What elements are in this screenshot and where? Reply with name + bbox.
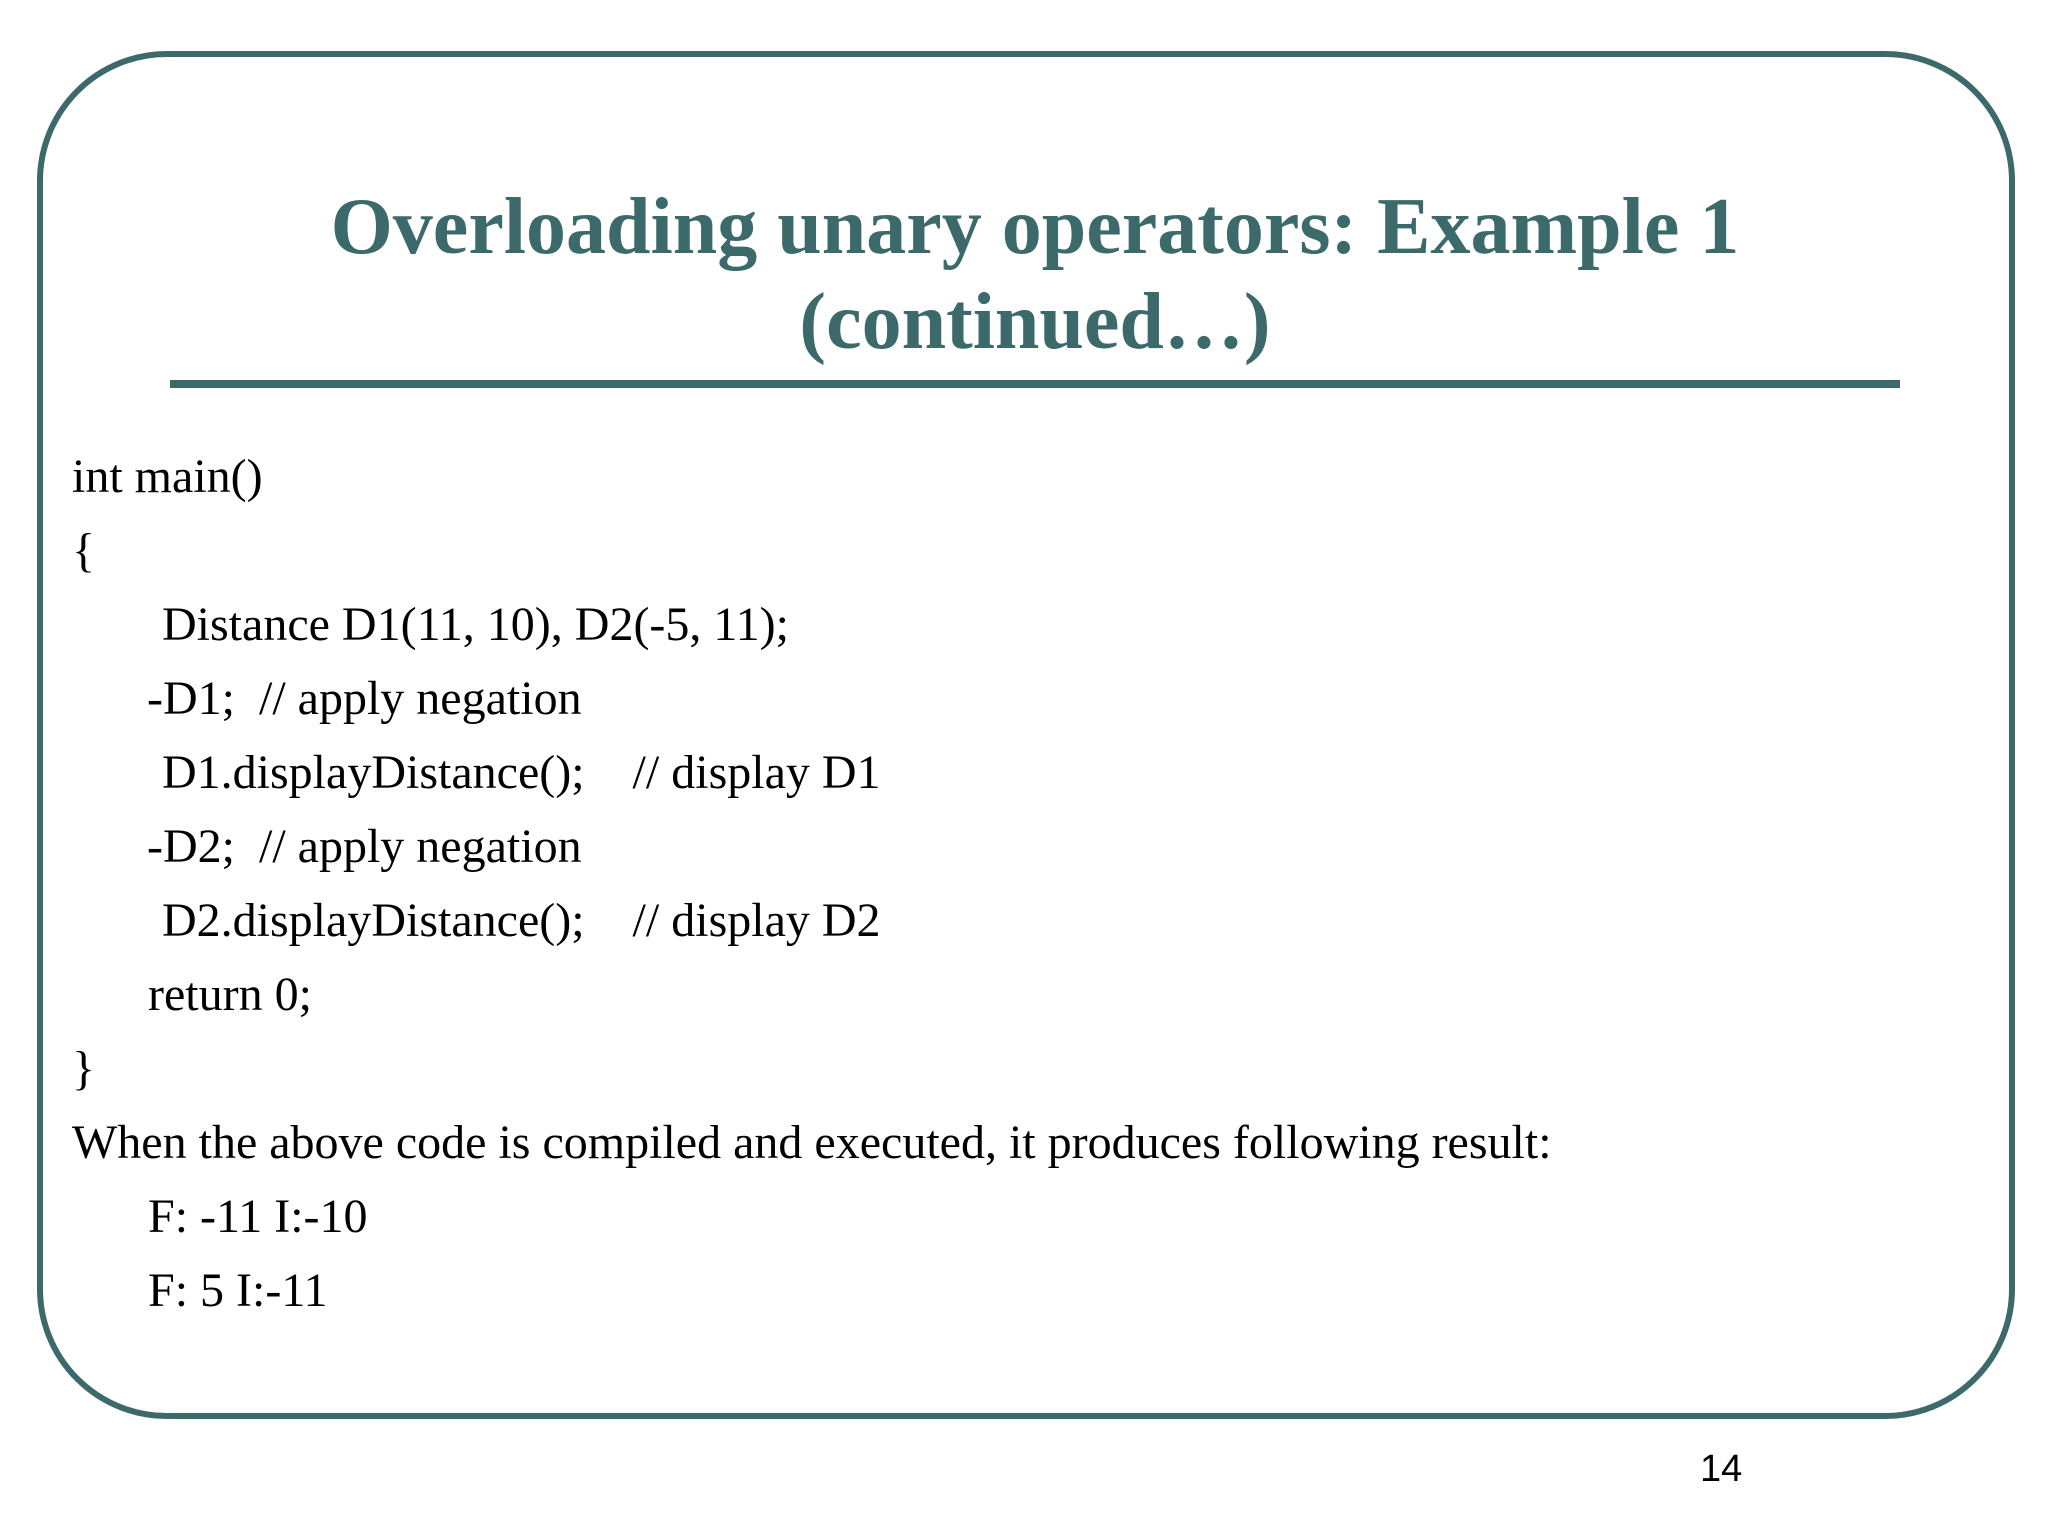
code-line: int main() (72, 450, 263, 503)
code-line: -D2; // apply negation (147, 820, 582, 873)
code-line: D2.displayDistance(); // display D2 (162, 894, 881, 947)
code-line: } (72, 1042, 96, 1095)
code-line: return 0; (148, 968, 312, 1021)
title-underline (170, 380, 1900, 388)
slide-body (72, 440, 1552, 1328)
code-line: Distance D1(11, 10), D2(-5, 11); (162, 598, 789, 651)
code-line: D1.displayDistance(); // display D1 (162, 746, 881, 799)
page-number: 14 (1700, 1448, 1743, 1490)
code-line: { (72, 524, 96, 577)
slide-title: Overloading unary operators: Example 1 (continued…) (330, 183, 1740, 366)
result-intro: When the above code is compiled and executed, it produces following result: (72, 1116, 1552, 1169)
code-line: -D1; // apply negation (147, 672, 582, 725)
output-line: F: 5 I:-11 (148, 1264, 328, 1317)
output-line: F: -11 I:-10 (148, 1190, 368, 1243)
